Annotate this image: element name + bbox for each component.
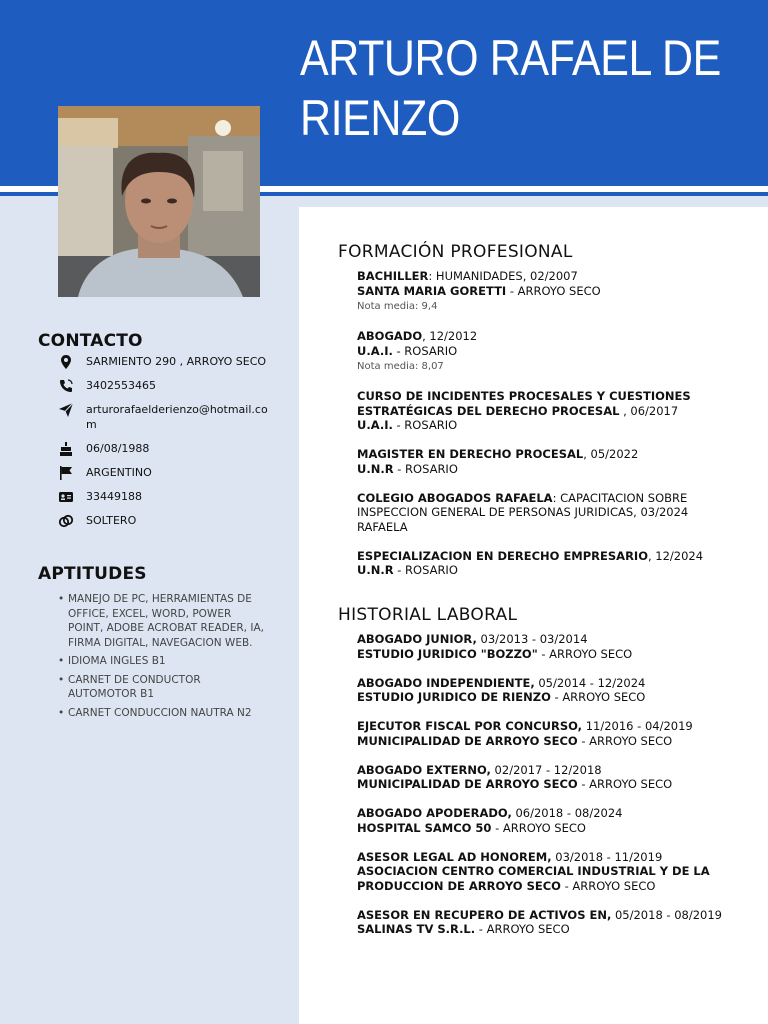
education-detail: : CAPACITACION SOBRE INSPECCION GENERAL DE PERSONAS JURIDICAS, 03/2024 [357,490,689,519]
phone-icon [58,378,74,394]
job-employer: ESTUDIO JURIDICO "BOZZO" [357,646,538,661]
skill-item [58,592,268,650]
education-title: MAGISTER EN DERECHO PROCESAL [357,447,584,461]
contact-heading: CONTACTO [38,331,143,351]
skill-item [58,673,268,702]
job-title: EJECUTOR FISCAL POR CONCURSO, [357,719,583,733]
work-entry [357,850,747,894]
job-place: - ARROYO SECO [550,690,646,704]
contact-id-number [58,489,268,504]
skill-text: CARNET CONDUCCION NAUTRA N2 [68,706,252,719]
education-grade: Nota media: 8,07 [357,361,444,372]
job-employer: ESTUDIO JURIDICO DE RIENZO [357,690,551,704]
education-institution: U.A.I. [357,343,393,358]
education-detail: , 12/2024 [647,548,704,563]
contact-nationality-text: ARGENTINO [86,466,152,479]
contact-phone [58,378,268,393]
candidate-name [300,28,721,148]
contact-nationality [58,465,268,480]
work-entry [357,676,747,705]
skills-list [58,592,268,724]
education-entry [357,329,747,375]
location-pin-icon [58,354,74,370]
job-dates: 03/2018 - 11/2019 [551,849,663,864]
contact-email [58,402,268,432]
job-place: - ARROYO SECO [560,878,656,893]
job-dates: 02/2017 - 12/2018 [490,762,602,777]
bullet-icon: • [58,673,65,686]
education-detail: , 12/2012 [422,329,478,343]
job-place: - ARROYO SECO [577,777,673,791]
education-entry [357,389,747,433]
education-detail: , 06/2017 [619,403,679,418]
work-entry [357,763,747,792]
rings-icon [58,513,74,529]
education-entry [357,447,747,476]
work-entry [357,806,747,835]
skill-item [58,654,268,669]
job-employer: HOSPITAL SAMCO 50 [357,820,492,835]
skill-text: MANEJO DE PC, HERRAMIENTAS DE OFFICE, EXCEL, WORD, POWER POINT, ADOBE ACROBAT READER, IA, FIRMA DIGITAL, NAVEGACION WEB. [68,593,264,649]
work-history-list [357,632,747,951]
id-card-icon [58,489,74,505]
job-title: ASESOR EN RECUPERO DE ACTIVOS EN, [357,907,612,922]
profile-photo-illustration [58,106,260,297]
contact-list [58,354,268,537]
education-place: - ARROYO SECO [506,283,601,298]
education-detail: : HUMANIDADES, 02/2007 [428,269,578,283]
job-employer: SALINAS TV S.R.L. [357,922,476,936]
job-dates: 05/2014 - 12/2024 [534,675,646,690]
send-icon [58,402,74,418]
work-history-heading: HISTORIAL LABORAL [338,605,518,625]
contact-marital-status-text: SOLTERO [86,514,137,527]
work-entry [357,719,747,748]
job-dates: 06/2018 - 08/2024 [511,806,623,820]
education-institution: SANTA MARIA GORETTI [357,283,507,298]
birthday-cake-icon [58,441,74,457]
education-place: - ROSARIO [392,343,458,358]
work-entry [357,632,747,661]
name-line-1: ARTURO RAFAEL DE [300,30,721,86]
job-place: - ARROYO SECO [475,922,570,936]
education-title: COLEGIO ABOGADOS RAFAELA [357,490,553,505]
bullet-icon: • [58,655,65,667]
sidebar-extension [299,196,768,207]
education-heading: FORMACIÓN PROFESIONAL [338,242,573,262]
education-place: - ROSARIO [392,418,458,432]
job-dates: 11/2016 - 04/2019 [582,719,693,733]
education-institution: U.N.R [357,461,394,476]
job-employer: MUNICIPALIDAD DE ARROYO SECO [357,777,578,791]
skills-heading: APTITUDES [38,564,147,584]
education-title: BACHILLER [357,269,429,283]
job-title: ABOGADO INDEPENDIENTE, [357,675,535,690]
job-employer: ASOCIACION CENTRO COMERCIAL INDUSTRIAL Y DE LA PRODUCCION DE ARROYO SECO [357,864,710,893]
job-place: - ARROYO SECO [537,646,633,661]
education-title: CURSO DE INCIDENTES PROCESALES Y CUESTIONES ESTRATÉGICAS DEL DERECHO PROCESAL [357,389,691,418]
flag-icon [58,465,74,481]
education-place: - ROSARIO [393,461,458,476]
contact-address-text: SARMIENTO 290 , ARROYO SECO [86,355,267,368]
education-institution: U.A.I. [357,418,393,432]
job-dates: 05/2018 - 08/2019 [611,907,722,922]
profile-photo [58,106,260,297]
skill-text: CARNET DE CONDUCTOR AUTOMOTOR B1 [68,673,201,700]
job-dates: 03/2013 - 03/2014 [476,632,588,646]
skill-item [58,706,268,721]
job-title: ABOGADO EXTERNO, [357,762,491,777]
education-grade: Nota media: 9,4 [357,301,438,312]
job-place: - ARROYO SECO [577,733,673,748]
job-employer: MUNICIPALIDAD DE ARROYO SECO [357,733,578,748]
education-entry [357,549,747,578]
name-line-2: RIENZO [300,90,460,146]
contact-marital-status [58,513,268,528]
contact-phone-text: 3402553465 [86,379,156,392]
education-title: ESPECIALIZACION EN DERECHO EMPRESARIO [357,548,648,563]
job-title: ABOGADO JUNIOR, [357,632,477,646]
job-place: - ARROYO SECO [491,820,586,835]
bullet-icon: • [58,593,65,605]
education-institution: U.N.R [357,563,394,577]
education-list [357,269,747,592]
contact-email-text: arturorafaelderienzo@hotmail.com [86,403,268,431]
education-place: - ROSARIO [393,563,458,577]
contact-id-number-text: 33449188 [86,490,142,503]
job-title: ASESOR LEGAL AD HONOREM, [357,849,552,864]
contact-address [58,354,268,369]
job-title: ABOGADO APODERADO, [357,806,512,820]
education-entry [357,269,747,315]
contact-birthdate-text: 06/08/1988 [86,442,150,455]
education-title: ABOGADO [357,329,423,343]
work-entry [357,908,747,937]
bullet-icon: • [58,706,65,719]
education-detail: , 05/2022 [583,447,639,461]
education-place: RAFAELA [357,519,408,534]
education-entry [357,491,747,535]
contact-birthdate [58,441,268,456]
skill-text: IDIOMA INGLES B1 [68,655,166,667]
